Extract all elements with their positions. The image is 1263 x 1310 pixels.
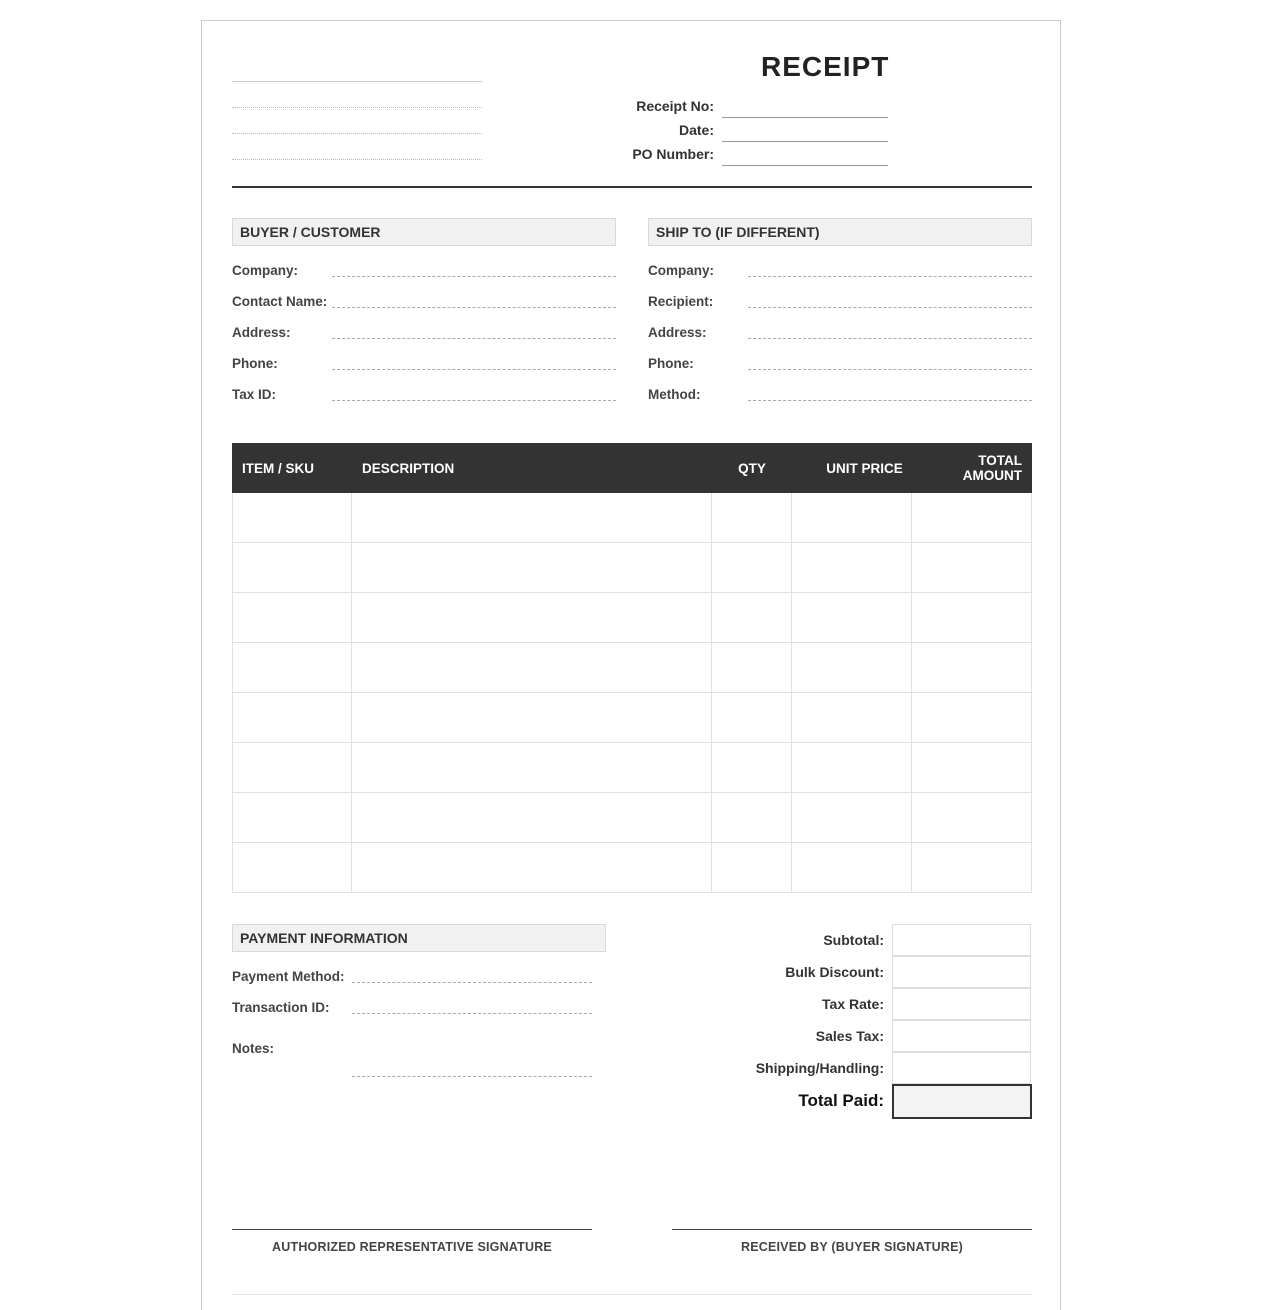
- buyer-section-title: BUYER / CUSTOMER: [232, 218, 616, 246]
- payment-method-field[interactable]: [352, 982, 592, 983]
- shipto-method-field[interactable]: [748, 400, 1032, 401]
- unit-price-cell[interactable]: [792, 743, 912, 793]
- col-unit-price: UNIT PRICE: [826, 460, 903, 476]
- item-sku-cell[interactable]: [232, 693, 352, 743]
- item-sku-cell[interactable]: [232, 643, 352, 693]
- table-row: [232, 543, 1032, 593]
- date-label: Date:: [678, 122, 714, 138]
- shipping-handling-field[interactable]: [892, 1052, 1031, 1084]
- unit-price-cell[interactable]: [792, 543, 912, 593]
- tax-rate-label: Tax Rate:: [822, 996, 884, 1012]
- company-address-line-1[interactable]: [232, 107, 482, 108]
- buyer-contact-field[interactable]: [332, 307, 616, 308]
- col-total-amount: [937, 443, 1032, 493]
- shipto-phone-label: Phone:: [648, 356, 694, 371]
- table-row: [232, 593, 1032, 643]
- col-item-sku: ITEM / SKU: [242, 460, 315, 476]
- shipto-address-label: Address:: [648, 325, 707, 340]
- buyer-phone-field[interactable]: [332, 369, 616, 370]
- shipto-address-field[interactable]: [748, 338, 1032, 339]
- buyer-company-label: Company:: [232, 263, 299, 278]
- description-cell[interactable]: [352, 593, 712, 643]
- qty-cell[interactable]: [712, 543, 792, 593]
- company-name-line[interactable]: [232, 81, 482, 82]
- item-sku-cell[interactable]: [232, 543, 352, 593]
- shipto-section-title: SHIP TO (IF DIFFERENT): [648, 218, 1032, 246]
- shipto-method-label: Method:: [648, 387, 701, 402]
- col-total-amount-text: TOTAL AMOUNT: [962, 453, 1022, 483]
- receipt-no-label: Receipt No:: [636, 98, 714, 114]
- total-amount-cell[interactable]: [912, 843, 1032, 893]
- qty-cell[interactable]: [712, 793, 792, 843]
- bulk-discount-field[interactable]: [892, 956, 1031, 988]
- total-amount-cell[interactable]: [912, 493, 1032, 543]
- total-amount-cell[interactable]: [912, 593, 1032, 643]
- table-row: [232, 493, 1032, 543]
- shipto-company-label: Company:: [648, 263, 715, 278]
- description-cell[interactable]: [352, 543, 712, 593]
- transaction-id-field[interactable]: [352, 1013, 592, 1014]
- shipto-company-field[interactable]: [748, 276, 1032, 277]
- item-sku-cell[interactable]: [232, 593, 352, 643]
- receipt-no-field[interactable]: [722, 117, 888, 118]
- qty-cell[interactable]: [712, 493, 792, 543]
- unit-price-cell[interactable]: [792, 493, 912, 543]
- buyer-phone-label: Phone:: [232, 356, 278, 371]
- notes-label: Notes:: [232, 1041, 275, 1056]
- description-cell[interactable]: [352, 793, 712, 843]
- item-sku-cell[interactable]: [232, 793, 352, 843]
- total-amount-cell[interactable]: [912, 743, 1032, 793]
- buyer-signature-label: RECEIVED BY (BUYER SIGNATURE): [740, 1240, 964, 1254]
- footer-divider: [232, 1294, 1032, 1295]
- buyer-signature-line[interactable]: [672, 1229, 1032, 1230]
- payment-method-label: Payment Method:: [232, 969, 345, 984]
- total-paid-label: Total Paid:: [798, 1091, 884, 1110]
- unit-price-cell[interactable]: [792, 693, 912, 743]
- qty-cell[interactable]: [712, 743, 792, 793]
- authorized-signature-line[interactable]: [232, 1229, 592, 1230]
- item-sku-cell[interactable]: [232, 493, 352, 543]
- item-sku-cell[interactable]: [232, 743, 352, 793]
- qty-cell[interactable]: [712, 593, 792, 643]
- po-number-label: PO Number:: [632, 146, 714, 162]
- buyer-taxid-label: Tax ID:: [232, 387, 277, 402]
- payment-section-title: PAYMENT INFORMATION: [232, 924, 606, 952]
- table-row: [232, 843, 1032, 893]
- total-amount-cell[interactable]: [912, 543, 1032, 593]
- date-field[interactable]: [722, 141, 888, 142]
- total-amount-cell[interactable]: [912, 693, 1032, 743]
- unit-price-cell[interactable]: [792, 643, 912, 693]
- qty-cell[interactable]: [712, 693, 792, 743]
- total-amount-cell[interactable]: [912, 643, 1032, 693]
- buyer-contact-label: Contact Name:: [232, 294, 328, 309]
- bulk-discount-label: Bulk Discount:: [785, 964, 884, 980]
- company-address-line-2[interactable]: [232, 133, 482, 134]
- qty-cell[interactable]: [712, 643, 792, 693]
- subtotal-field[interactable]: [892, 924, 1031, 956]
- buyer-address-label: Address:: [232, 325, 291, 340]
- total-amount-cell[interactable]: [912, 793, 1032, 843]
- shipto-recipient-field[interactable]: [748, 307, 1032, 308]
- description-cell[interactable]: [352, 493, 712, 543]
- item-sku-cell[interactable]: [232, 843, 352, 893]
- shipto-phone-field[interactable]: [748, 369, 1032, 370]
- unit-price-cell[interactable]: [792, 593, 912, 643]
- sales-tax-label: Sales Tax:: [815, 1028, 884, 1044]
- company-address-line-3[interactable]: [232, 159, 482, 160]
- table-row: [232, 693, 1032, 743]
- items-table-header: [232, 443, 1032, 493]
- total-paid-field[interactable]: [892, 1084, 1032, 1119]
- buyer-company-field[interactable]: [332, 276, 616, 277]
- tax-rate-field[interactable]: [892, 988, 1031, 1020]
- header-divider: [232, 186, 1032, 188]
- notes-field[interactable]: [352, 1076, 592, 1077]
- sales-tax-field[interactable]: [892, 1020, 1031, 1052]
- unit-price-cell[interactable]: [792, 843, 912, 893]
- buyer-address-field[interactable]: [332, 338, 616, 339]
- receipt-page: [201, 20, 1061, 1310]
- page-title: RECEIPT: [761, 51, 890, 82]
- subtotal-label: Subtotal:: [823, 932, 884, 948]
- description-cell[interactable]: [352, 693, 712, 743]
- po-number-field[interactable]: [722, 165, 888, 166]
- authorized-signature-label: AUTHORIZED REPRESENTATIVE SIGNATURE: [272, 1240, 552, 1254]
- buyer-taxid-field[interactable]: [332, 400, 616, 401]
- unit-price-cell[interactable]: [792, 793, 912, 843]
- table-row: [232, 793, 1032, 843]
- shipto-recipient-label: Recipient:: [648, 294, 714, 309]
- description-cell[interactable]: [352, 643, 712, 693]
- table-row: [232, 743, 1032, 793]
- transaction-id-label: Transaction ID:: [232, 1000, 330, 1015]
- qty-cell[interactable]: [712, 843, 792, 893]
- description-cell[interactable]: [352, 743, 712, 793]
- table-row: [232, 643, 1032, 693]
- shipping-handling-label: Shipping/Handling:: [755, 1060, 884, 1076]
- col-description: DESCRIPTION: [362, 460, 455, 476]
- col-qty: QTY: [738, 460, 766, 476]
- description-cell[interactable]: [352, 843, 712, 893]
